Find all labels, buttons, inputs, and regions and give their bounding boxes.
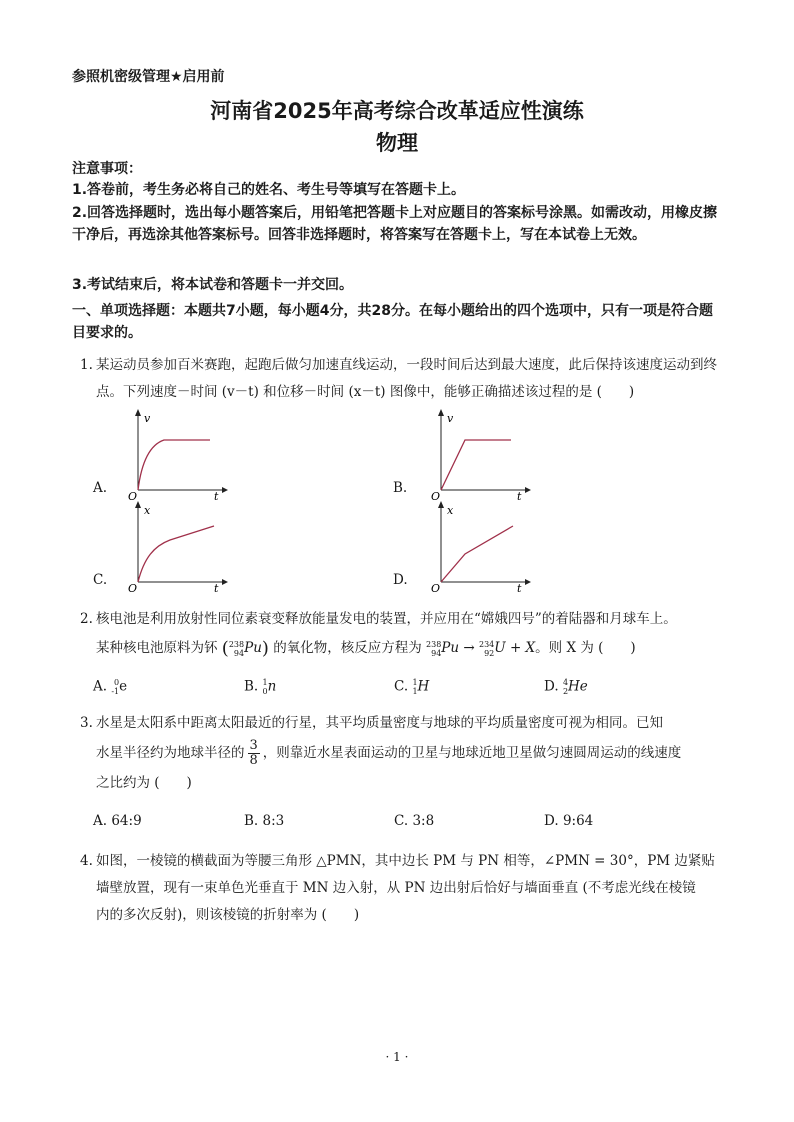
question-number: 4. [80,853,93,869]
nuclide-mass: 4 [562,678,569,687]
u-atomic: 92 [484,648,495,658]
nuclide-symbol: e [119,678,128,695]
option-a [93,678,127,696]
option-a [93,813,142,829]
u-symbol: U [494,640,506,656]
option-c [394,678,429,696]
option-d [544,813,593,829]
pu-mass: 238 [426,639,442,649]
nuclide-atomic: 1 [412,687,418,696]
question-3 [80,710,726,797]
y-axis-label: v [447,412,454,425]
nuclide-atomic: 2 [562,687,569,696]
option-label: C. [93,572,108,588]
page-number: · 1 · [385,1050,409,1064]
section-heading: 一、单项选择题：本题共7小题，每小题4分，共28分。在每小题给出的四个选项中，只有一项是符合题目要求的。 [72,303,713,341]
vt-curve-b [441,440,511,490]
origin-label: O [128,582,138,592]
fraction-numerator: 3 [249,738,258,753]
question-2: 2. 核电池是利用放射性同位素衰变释放能量发电的装置，并应用在“嫦娥四号”的着陆器和月球车上。 某种核电池原料为钚 ( 238 94 Pu) 的氧化物，核反应方程为 238 94 Pu → 234 92 U + X。则 X 为 ( ) [80,606,726,662]
pu-mass: 238 [228,639,245,649]
subject-title: 物理 [376,131,418,155]
pu-atomic: 94 [431,648,442,658]
option-value: 3:8 [412,813,435,829]
graph-b [421,408,531,500]
y-axis-label: v [144,412,151,425]
option-b [244,678,276,696]
y-axis-label: x [144,504,151,517]
nuclide-symbol: n [267,678,277,695]
question-number: 3. [80,715,93,731]
question-line: 如图，一棱镜的横截面为等腰三角形 △PMN，其中边长 PM 与 PN 相等，∠PMN = 30°，PM 边紧贴 [96,853,715,869]
nuclide-symbol: He [568,678,588,695]
option-label: A. [93,480,108,496]
nuclide-atomic: 0 [262,687,268,696]
confidential-label: 参照机密级管理★启用前 [72,69,225,85]
option-label: B. [244,813,259,829]
option-d [544,678,588,696]
option-label: A. [93,813,108,829]
option-label: D. [544,813,559,829]
graph-a [118,408,228,500]
question-line: 某种核电池原料为钚 [96,640,218,656]
nuclide-symbol: H [417,678,430,695]
question-line: 的氧化物，核反应方程为 [273,640,422,656]
option-label: A. [93,678,108,695]
fraction [248,739,260,768]
option-value: 64:9 [111,813,142,829]
nuclide-mass: 1 [412,678,418,687]
origin-label: O [431,582,441,592]
notice-heading: 注意事项： [72,161,142,177]
graph-c [118,500,228,592]
pu-atomic: 94 [233,648,245,658]
option-value: 8:3 [262,813,285,829]
fraction-denominator: 8 [249,753,258,768]
question-line: 水星是太阳系中距离太阳最近的行星，其平均质量密度与地球的平均质量密度可视为相同。已知 [96,715,663,731]
option-c [394,813,434,829]
nuclide-mass: 0 [114,678,120,687]
x-axis-label: t [214,582,219,592]
nuclide-mass: 1 [262,678,268,687]
notice-item-3: 3.考试结束后，将本试卷和答题卡一并交回。 [72,277,354,293]
u-mass: 234 [478,639,495,649]
option-label: C. [394,813,409,829]
nuclide-atomic: -1 [111,687,120,696]
option-b [244,813,284,829]
question-line: ，则靠近水星表面运动的卫星与地球近地卫星做匀速圆周运动的线速度 [262,745,682,761]
question-line: 墙壁放置，现有一束单色光垂直于 MN 边入射，从 PN 边出射后恰好与墙面垂直 (不考虑光线在棱镜 [96,880,696,896]
question-number: 2. [80,611,93,627]
option-label: B. [393,480,408,496]
question-line: 之比约为 ( ) [96,775,192,791]
question-text: 某运动员参加百米赛跑，起跑后做匀加速直线运动，一段时间后达到最大速度，此后保持该速度运动到终点。下列速度－时间 (v－t) 和位移－时间 (x－t) 图像中，能够正确描述该过程的是 ( ) [96,357,717,400]
question-line: 。则 X 为 ( ) [535,640,636,656]
notice-item-1: 1.答卷前，考生务必将自己的姓名、考生号等填写在答题卡上。 [72,182,466,198]
question-line: 水星半径约为地球半径的 [96,745,245,761]
question-number: 1. [80,357,93,373]
notice-item-2: 2.回答选择题时，选出每小题答案后，用铅笔把答题卡上对应题目的答案标号涂黑。如需改动，用橡皮擦干净后，再选涂其他答案标号。回答非选择题时，将答案写在答题卡上，写在本试卷上无效。 [72,205,718,243]
x-axis-label: t [214,490,219,500]
option-label: C. [394,678,409,695]
exam-title: 河南省2025年高考综合改革适应性演练 [210,99,584,123]
question-line: 内的多次反射)，则该棱镜的折射率为 ( ) [96,907,360,923]
pu-symbol: Pu [244,640,262,656]
question-1 [80,352,726,406]
question-line: 核电池是利用放射性同位素衰变释放能量发电的装置，并应用在“嫦娥四号”的着陆器和月球车上。 [96,611,677,627]
graph-d [421,500,531,592]
origin-label: O [128,490,138,500]
option-label: D. [544,678,559,695]
xt-curve-d [441,526,513,582]
option-value: 9:64 [562,813,594,829]
x-axis-label: t [517,582,522,592]
xt-curve-c [138,526,214,582]
pu-symbol: Pu [441,640,460,656]
question-4 [80,848,726,929]
y-axis-label: x [447,504,454,517]
origin-label: O [431,490,441,500]
option-label: D. [393,572,408,588]
x-axis-label: t [517,490,522,500]
plus-x: + X [509,640,536,656]
option-label: B. [244,678,259,695]
vt-curve-a [138,440,210,490]
